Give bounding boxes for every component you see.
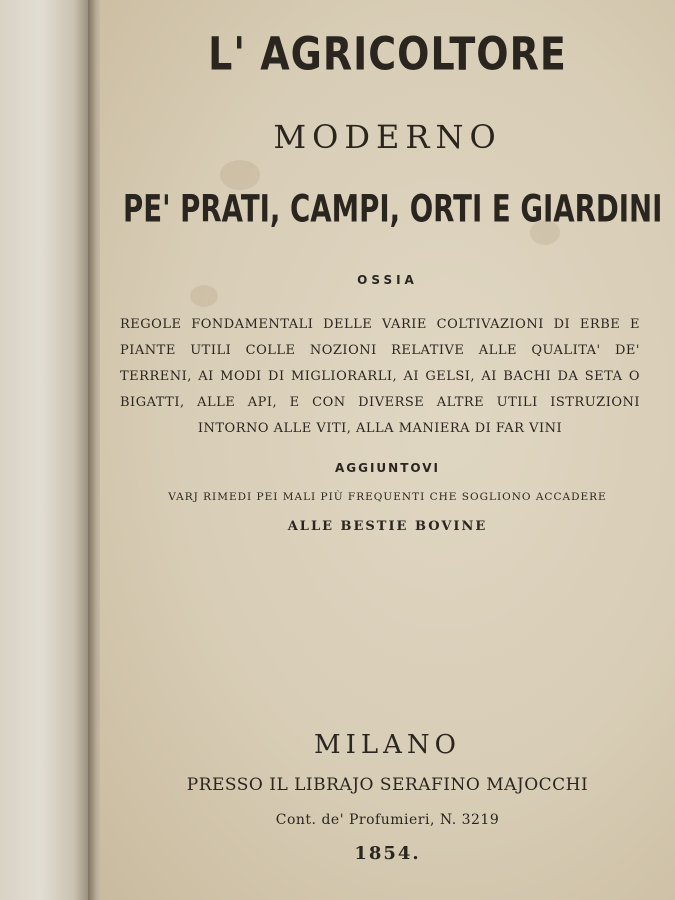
imprint-publisher: PRESSO IL LIBRAJO SERAFINO MAJOCCHI <box>186 775 589 795</box>
book-subtitle: MODERNO <box>273 118 502 156</box>
supplement-remedies: VARJ RIMEDI PEI MALI PIÙ FREQUENTI CHE SOGLIONO ACCADERE <box>168 491 607 503</box>
connector-word: OSSIA <box>357 273 418 287</box>
book-subtitle-2: PE' PRATI, CAMPI, ORTI E GIARDINI <box>123 187 663 232</box>
imprint-address: Cont. de' Profumieri, N. 3219 <box>275 812 500 828</box>
supplement-heading: AGGIUNTOVI <box>334 461 441 475</box>
imprint-year: 1854. <box>354 843 421 864</box>
imprint-city: MILANO <box>314 730 461 760</box>
title-page-text <box>100 0 675 900</box>
left-page <box>0 0 92 900</box>
supplement-target: ALLE BESTIE BOVINE <box>287 519 488 534</box>
description: REGOLE FONDAMENTALI DELLE VARIE COLTIVAZIONI DI ERBE E PIANTE UTILI COLLE NOZIONI RELATIVE ALLE QUALITA' DE' TERRENI, AI MODI DI MIGLIORARLI, AI GELSI, AI BACHI DA SETA O BIGATTI, ALLE API, E CON DIVERSE ALTRE UTILI ISTRUZIONI INTORNO ALLE VITI, ALLA MANIERA DI FAR VINI <box>120 317 640 436</box>
book-title: L' AGRICOLTORE <box>208 27 567 81</box>
